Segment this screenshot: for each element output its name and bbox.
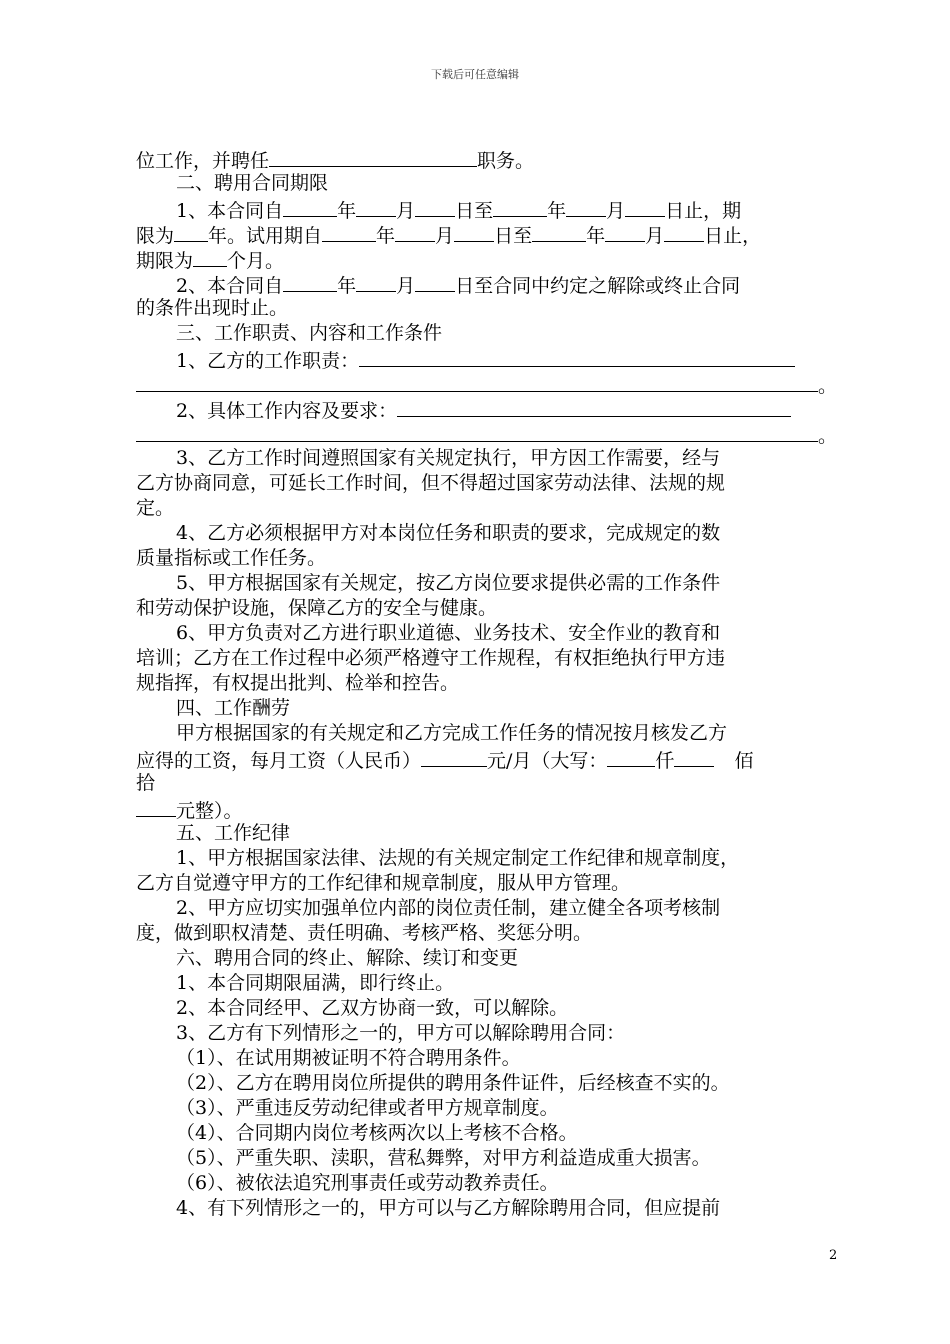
text-line: 。 <box>136 371 836 396</box>
blank-field[interactable] <box>136 371 818 392</box>
text-line: 6、甲方负责对乙方进行职业道德、业务技术、安全作业的教育和 <box>176 622 721 644</box>
text-line: 应得的工资，每月工资（人民币） 元/月（大写： 仟 佰 <box>136 746 836 771</box>
blank-field[interactable] <box>356 271 396 292</box>
text-line: 乙方自觉遵守甲方的工作纪律和规章制度，服从甲方管理。 <box>136 872 631 894</box>
text-line: 元整）。 <box>136 796 836 821</box>
section-heading: 三、工作职责、内容和工作条件 <box>176 322 443 344</box>
blank-field[interactable] <box>566 196 606 217</box>
text-line: 5、甲方根据国家有关规定，按乙方岗位要求提供必需的工作条件 <box>176 572 721 594</box>
text-line: 和劳动保护设施，保障乙方的安全与健康。 <box>136 597 498 619</box>
text-line: 甲方根据国家的有关规定和乙方完成工作任务的情况按月核发乙方 <box>176 722 728 744</box>
blank-field[interactable] <box>283 271 337 292</box>
section-heading: 四、工作酬劳 <box>176 697 291 719</box>
list-item: （4）、合同期内岗位考核两次以上考核不合格。 <box>176 1122 578 1144</box>
text-line: 1、本合同期限届满，即行终止。 <box>176 972 455 994</box>
blank-field[interactable] <box>415 271 455 292</box>
text-line: 2、甲方应切实加强单位内部的岗位责任制，建立健全各项考核制 <box>176 897 721 919</box>
text-line: 期限为 个月。 <box>136 246 836 271</box>
text-line: 乙方协商同意，可延长工作时间，但不得超过国家劳动法律、法规的规 <box>136 472 726 494</box>
list-item: （1）、在试用期被证明不符合聘用条件。 <box>176 1047 521 1069</box>
blank-field[interactable] <box>532 221 586 242</box>
text-line: 3、乙方有下列情形之一的，甲方可以解除聘用合同： <box>176 1022 626 1044</box>
blank-field[interactable] <box>605 221 645 242</box>
text-line: 4、乙方必须根据甲方对本岗位任务和职责的要求，完成规定的数 <box>176 522 721 544</box>
text-line: 2、本合同经甲、乙双方协商一致，可以解除。 <box>176 997 569 1019</box>
list-item: （5）、严重失职、渎职，营私舞弊，对甲方利益造成重大损害。 <box>176 1147 711 1169</box>
blank-field[interactable] <box>395 221 435 242</box>
blank-field[interactable] <box>607 746 655 767</box>
contract-body <box>136 146 836 1221</box>
text-line: 。 <box>136 421 836 446</box>
section-heading: 五、工作纪律 <box>176 822 291 844</box>
blank-field[interactable] <box>415 196 455 217</box>
blank-field[interactable] <box>356 196 396 217</box>
list-item: （3）、严重违反劳动纪律或者甲方规章制度。 <box>176 1097 559 1119</box>
blank-field[interactable] <box>193 246 227 267</box>
blank-field[interactable] <box>174 221 208 242</box>
page-header: 下载后可任意编辑 <box>431 68 519 81</box>
text-line: 2、具体工作内容及要求： <box>136 396 836 421</box>
blank-field[interactable] <box>359 346 795 367</box>
blank-field[interactable] <box>136 796 176 817</box>
text-line: 4、有下列情形之一的，甲方可以与乙方解除聘用合同，但应提前 <box>176 1197 721 1219</box>
blank-field[interactable] <box>283 196 337 217</box>
text-line: 3、乙方工作时间遵照国家有关规定执行，甲方因工作需要，经与 <box>176 447 721 469</box>
blank-field[interactable] <box>674 746 714 767</box>
text-line: 2、本合同自 年 月 日至合同中约定之解除或终止合同 <box>136 271 836 296</box>
text-line: 定。 <box>136 497 175 519</box>
blank-field[interactable] <box>136 421 818 442</box>
text-line: 的条件出现时止。 <box>136 297 289 319</box>
blank-field[interactable] <box>625 196 665 217</box>
text-line: 限为 年。试用期自 年 月 日至 年 月 日止， <box>136 221 836 246</box>
list-item: （2）、乙方在聘用岗位所提供的聘用条件证件，后经核查不实的。 <box>176 1072 730 1094</box>
text-line: 培训；乙方在工作过程中必须严格遵守工作规程，有权拒绝执行甲方违 <box>136 647 726 669</box>
section-heading: 六、聘用合同的终止、解除、续订和变更 <box>176 947 519 969</box>
blank-field[interactable] <box>269 146 477 167</box>
blank-field[interactable] <box>664 221 704 242</box>
blank-field[interactable] <box>397 396 791 417</box>
text-line: 质量指标或工作任务。 <box>136 547 327 569</box>
blank-field[interactable] <box>421 746 487 767</box>
text-line: 规指挥，有权提出批判、检举和控告。 <box>136 672 460 694</box>
text-line: 1、乙方的工作职责： <box>136 346 836 371</box>
text-line: 拾 <box>136 772 156 794</box>
blank-field[interactable] <box>493 196 547 217</box>
text-line: 1、本合同自 年 月 日至 年 月 日止，期 <box>136 196 836 221</box>
text-line: 度，做到职权清楚、责任明确、考核严格、奖惩分明。 <box>136 922 593 944</box>
list-item: （6）、被依法追究刑事责任或劳动教养责任。 <box>176 1172 559 1194</box>
page-number: 2 <box>829 1248 838 1263</box>
text-line: 位工作，并聘任 职务。 <box>136 146 836 171</box>
blank-field[interactable] <box>322 221 376 242</box>
section-heading: 二、聘用合同期限 <box>176 172 329 194</box>
text-line: 1、甲方根据国家法律、法规的有关规定制定工作纪律和规章制度， <box>176 847 740 869</box>
blank-field[interactable] <box>454 221 494 242</box>
